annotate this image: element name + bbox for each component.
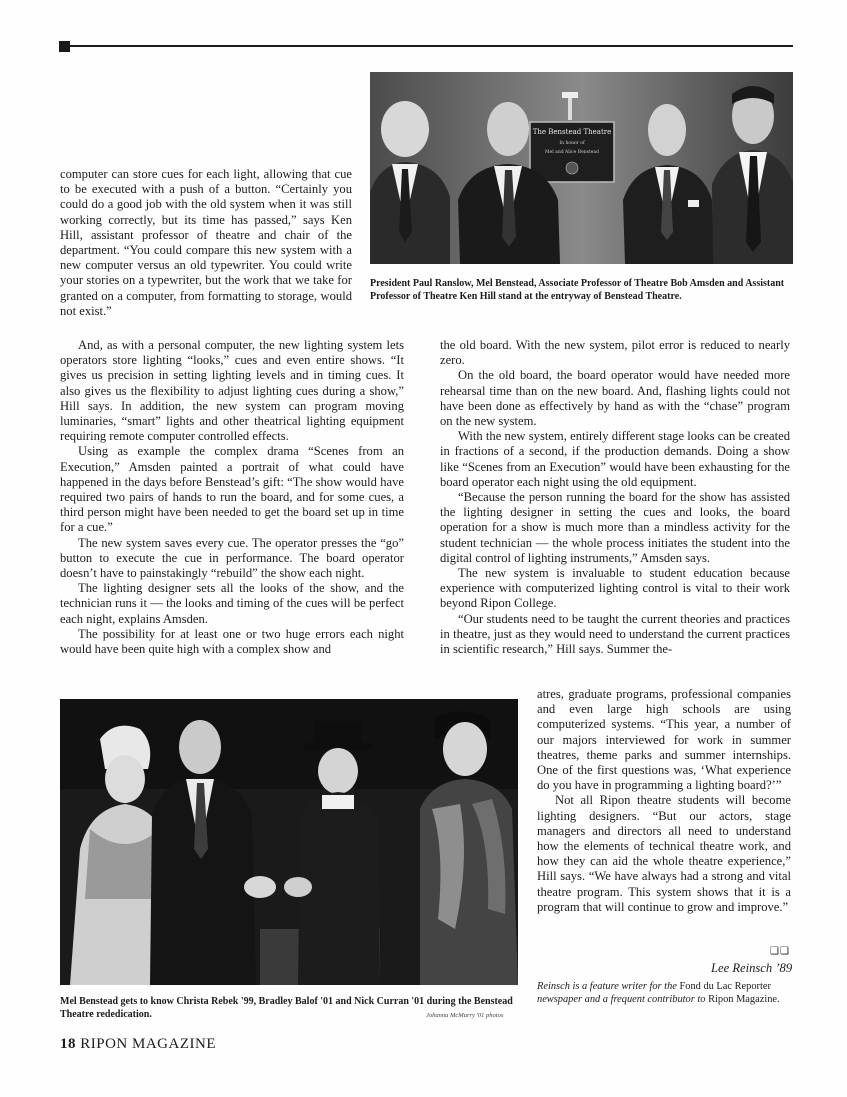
article-paragraph: atres, graduate programs, professional companies and even large high schools are using computerized systems. “This year, a number of our majors interviewed for work in summer theatres, theme parks and summer internships. One of the first questions was, ‘What experience do you have in programming a lighting board?’”: [537, 687, 791, 793]
article-column-1-lower: [60, 338, 404, 657]
bottom-photo: [60, 699, 518, 985]
page-folio: [60, 1036, 216, 1053]
section-marker: [59, 41, 70, 52]
article-column-3: [537, 687, 791, 915]
article-paragraph: computer can store cues for each light, allowing that cue to be executed with a push of a button. “Certainly you could do a good job with the old system when it was still working correctly, but its time has passed,” says Ken Hill, assistant professor of theatre and chair of the department. “You could compare this new system with a new computer versus an old typewriter. You could write your stories on a typewriter, but the work that we take for granted on a computer, from formatting to storage, would not exist.”: [60, 167, 352, 318]
author-byline: Lee Reinsch ’89: [711, 961, 793, 975]
top-photo: [370, 72, 793, 264]
photo-credit: Johanna McMurry '01 photos: [426, 1012, 504, 1019]
article-paragraph: “Our students need to be taught the current theories and practices in theatre, just as they would need to understand the current practices in scientific research,” Hill says. Summer the-: [440, 611, 790, 657]
publication-name: RIPON MAGAZINE: [80, 1036, 216, 1052]
article-paragraph: The new system is invaluable to student education because experience with computerized lighting control is vital to their work beyond Ripon College.: [440, 566, 790, 611]
bottom-photo-caption: Mel Benstead gets to know Christa Rebek '99, Bradley Balof '01 and Nick Curran '01 during the Benstead Theatre rededication.: [60, 996, 513, 1020]
plaque-line: Mel and Alice Benstead: [545, 150, 599, 155]
article-paragraph: “Because the person running the board for the show has assisted the lighting designer in setting the cues and looks, the board operation for a show is much more than a mindless activity for the student technician — the whole process initiates the student into the digital control of lighting instruments,” Amsden says.: [440, 490, 790, 565]
article-paragraph: Not all Ripon theatre students will become lighting designers. “But our actors, stage managers and directors all need to understand how the elements of technical theatre work, and how they can aid the whole theatre experience,” Hill says. “We have always had a strong and vital theatre program. This system shows that it is a program that will continue to grow and improve.”: [537, 793, 791, 914]
header-rule: [70, 45, 793, 47]
article-paragraph: The possibility for at least one or two huge errors each night would have been quite high with a complex show and: [60, 626, 404, 657]
article-paragraph: And, as with a personal computer, the new lighting system lets operators store lighting “looks,” cues and even entire shows. “It gives us precision in setting lighting levels and in timing cues. It also gives us the flexibility to adjust lighting cues during a show,” Hill says. In addition, the new system can program moving luminaries, “smart” lights and other theatrical lighting equipment requiring remote computer controlled effects.: [60, 338, 404, 444]
article-paragraph: The new system saves every cue. The operator presses the “go” button to execute the cue in performance. The board operator doesn’t have to painstakingly “rebuild” the show each night.: [60, 535, 404, 581]
page-number: 18: [60, 1036, 76, 1052]
article-paragraph: Using as example the complex drama “Scenes from an Execution,” Amsden painted a portrait of what could have happened in the days before Benstead’s gift: “The show would have required two pairs of hands to run the board, and for some cues, a third person might have been needed to get the board set up in time for a cue.”: [60, 444, 404, 535]
end-mark-icon: ❏❏: [770, 946, 790, 957]
author-bio: [537, 980, 793, 1006]
article-paragraph: the old board. With the new system, pilot error is reduced to nearly zero.: [440, 338, 790, 368]
bio-publication: Fond du Lac Reporter: [679, 981, 771, 992]
bio-magazine: Ripon Magazine.: [708, 994, 780, 1006]
top-photo-caption: President Paul Ranslow, Mel Benstead, Associate Professor of Theatre Bob Amsden and Assistant Professor of Theatre Ken Hill stand at the entryway of Benstead Theatre.: [370, 278, 785, 302]
bio-text: newspaper and a frequent contributor to: [537, 994, 709, 1006]
article-column-2: [440, 338, 790, 657]
article-paragraph: The lighting designer sets all the looks of the show, and the technician runs it — the looks and timing of the cues will be perfect each night, explains Amsden.: [60, 581, 404, 626]
plaque-line: In honor of: [559, 141, 585, 146]
bio-text: Reinsch is a feature writer for the: [537, 981, 680, 992]
article-column-1: [60, 167, 352, 319]
article-paragraph: On the old board, the board operator would have needed more rehearsal time than on the new board. And, flashing lights could not have been done as effectively by hand as with the “chase” program on the new system.: [440, 368, 790, 429]
plaque-title: The Benstead Theatre: [532, 128, 612, 136]
article-paragraph: With the new system, entirely different stage looks can be created in fractions of a second, if the production demands. Doing a show like “Scenes from an Execution” would have been exhausting for the board operator each night using the old equipment.: [440, 429, 790, 489]
